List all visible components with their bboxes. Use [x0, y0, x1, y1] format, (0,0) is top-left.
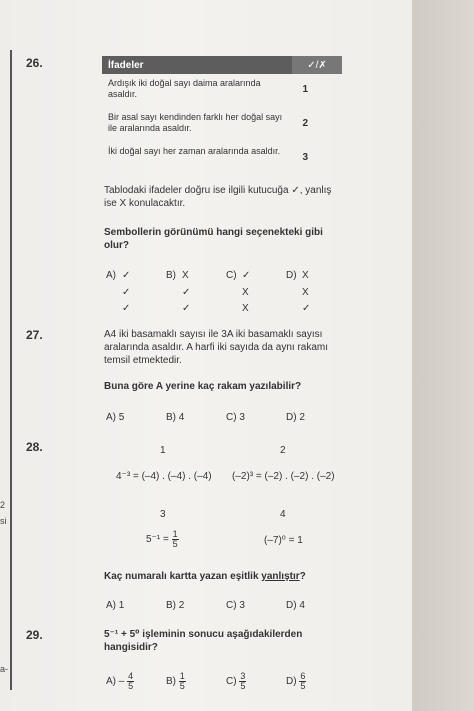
- fraction-denominator: 5: [128, 681, 134, 691]
- option-d[interactable]: [286, 672, 306, 691]
- card-number: 2: [280, 445, 286, 456]
- option-mark: X: [182, 270, 189, 281]
- option-c[interactable]: [226, 672, 246, 691]
- question-text: Kaç numaralı kartta yazan eşitlik: [104, 571, 262, 582]
- header-check-cross: ✓/✗: [292, 56, 342, 74]
- fraction: [239, 672, 246, 691]
- card-number: 1: [160, 445, 166, 456]
- q26-instruction: Tablodaki ifadeler doğru ise ilgili kutucuğa ✓, yanlış ise X konulacaktır.: [104, 185, 332, 209]
- option-b[interactable]: B) 2: [166, 600, 185, 611]
- option-label: A): [106, 676, 116, 688]
- page-edge: [412, 0, 474, 711]
- q27-text: A4 iki basamaklı sayısı ile 3A iki basamaklı sayısı aralarında asaldır. A harfi iki sayıda da aynı rakamı temsil etmektedir.: [104, 329, 329, 366]
- option-mark: ✓: [122, 287, 131, 298]
- fraction: [299, 672, 306, 691]
- statement-number: 2: [302, 118, 308, 129]
- option-mark: ✓: [182, 287, 191, 298]
- option-b[interactable]: B) 4: [166, 412, 185, 423]
- option-label: B): [166, 676, 176, 688]
- edge-text: 2: [0, 500, 6, 510]
- statement-number: 1: [302, 84, 308, 95]
- option-a[interactable]: A) 5: [106, 412, 125, 423]
- option-a-label[interactable]: A): [106, 270, 116, 281]
- option-mark: ✓: [242, 270, 251, 281]
- option-a[interactable]: [106, 672, 134, 691]
- card-expression: 4⁻³ = (–4) . (–4) . (–4): [116, 471, 212, 482]
- option-mark: X: [242, 287, 249, 298]
- option-mark: X: [302, 270, 309, 281]
- option-mark: ✓: [122, 270, 131, 281]
- edge-text: si: [0, 516, 7, 526]
- fraction-denominator: 5: [172, 539, 178, 549]
- option-c[interactable]: C) 3: [226, 600, 245, 611]
- option-d[interactable]: D) 4: [286, 600, 305, 611]
- question-number: 29.: [26, 628, 43, 642]
- option-label: C): [226, 676, 237, 688]
- fraction-numerator: 3: [240, 671, 246, 681]
- option-b-label[interactable]: B): [166, 270, 176, 281]
- table-row: [102, 108, 342, 142]
- card-expression: (–2)³ = (–2) . (–2) . (–2): [232, 471, 335, 482]
- q29-question: 5⁻¹ + 5⁰ işleminin sonucu aşağıdakilerden hangisidir?: [104, 629, 303, 653]
- table-row: [102, 74, 342, 108]
- option-c[interactable]: C) 3: [226, 412, 245, 423]
- card-number: 4: [280, 509, 286, 520]
- statement-text: Ardışık iki doğal sayı daima aralarında asaldır.: [108, 78, 261, 99]
- fraction: [127, 672, 134, 691]
- header-statements: İfadeler: [108, 59, 144, 71]
- fraction-numerator: 4: [128, 671, 134, 681]
- fraction: [172, 530, 179, 549]
- card-expression: [146, 530, 179, 549]
- card-expression-left: 5⁻¹ =: [146, 534, 169, 546]
- edge-text: a-: [0, 664, 9, 674]
- option-a[interactable]: A) 1: [106, 600, 125, 611]
- card-number: 3: [160, 509, 166, 520]
- option-b[interactable]: [166, 672, 186, 691]
- option-mark: X: [242, 303, 249, 314]
- question-end: ?: [299, 571, 306, 582]
- table-header: [102, 56, 342, 74]
- fraction-denominator: 5: [179, 681, 185, 691]
- card-expression: (–7)⁰ = 1: [264, 535, 303, 546]
- option-label: D): [286, 676, 297, 688]
- fraction-numerator: 1: [172, 529, 178, 539]
- option-mark: X: [302, 287, 309, 298]
- statement-text: Bir asal sayı kendinden farklı her doğal sayı ile aralarında asaldır.: [108, 112, 283, 133]
- question-number: 28.: [26, 440, 43, 454]
- margin-line: [10, 50, 12, 690]
- statements-table: [102, 56, 342, 176]
- fraction-numerator: 1: [179, 671, 185, 681]
- table-row: [102, 142, 342, 176]
- fraction-numerator: 6: [300, 671, 306, 681]
- option-sign: –: [118, 676, 125, 688]
- option-d[interactable]: D) 2: [286, 412, 305, 423]
- option-mark: ✓: [182, 303, 191, 314]
- q27-question: Buna göre A yerine kaç rakam yazılabilir?: [104, 381, 302, 392]
- option-mark: ✓: [302, 303, 311, 314]
- option-mark: ✓: [122, 303, 131, 314]
- option-c-label[interactable]: C): [226, 270, 237, 281]
- question-number: 26.: [26, 56, 43, 70]
- q28-question: [104, 570, 344, 583]
- statement-number: 3: [302, 152, 308, 163]
- fraction-denominator: 5: [300, 681, 306, 691]
- question-underlined: yanlıştır: [261, 571, 300, 582]
- option-d-label[interactable]: D): [286, 270, 297, 281]
- question-number: 27.: [26, 328, 43, 342]
- fraction: [179, 672, 186, 691]
- q26-question: Sembollerin görünümü hangi seçenekteki gibi olur?: [104, 227, 323, 251]
- fraction-denominator: 5: [240, 681, 246, 691]
- statement-text: İki doğal sayı her zaman aralarında asaldır.: [108, 146, 281, 156]
